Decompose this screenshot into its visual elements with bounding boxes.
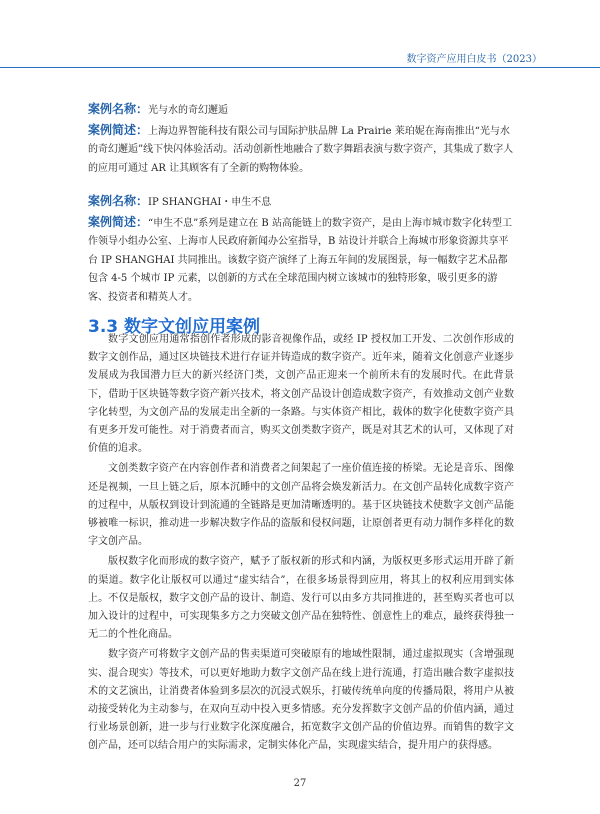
case-desc-line [88, 213, 514, 308]
body-paragraph: 数字资产可将数字文创产品的售卖渠道可突破原有的地域性限制，通过虚拟现实（含增强现实、混合现实）等技术，可以更好地助力数字文创产品在线上进行流通，打造出融合数字虚拟技术的文艺演出，让消费者体验到多层次的沉浸式娱乐，打破传统单向度的传播局限，将用户从被动接受转化为主动参与，在双向互动中投入更多情感。充分发挥数字文创产品的价值内涵，通过行业场景创新，进一步与行业数字化深度融合，拓宽数字文创产品的价值边界。而销售的数字文创产品，还可以结合用户的实际需求，定制实体化产品，实现虚实结合，提升用户的获得感。 [88, 649, 514, 752]
body-paragraph: 版权数字化而形成的数字资产，赋予了版权新的形式和内涵，为版权更多形式运用开辟了新的渠道。数字化让版权可以通过“虚实结合”，在很多场景得到应用，将其上的权利应用到实体上。不仅是版权，数字文创产品的设计、制造、发行可以由多方共同推进的，甚至购买者也可以加入设计的过程中，可实现集多方之力突破文创产品在独特性、创意性上的难点，最终获得独一无二的个性化商品。 [88, 556, 514, 641]
case-desc-label: 案例简述： [88, 214, 149, 229]
case-block-1 [88, 100, 514, 178]
case-name-label: 案例名称： [88, 194, 149, 208]
case-desc-line [88, 121, 514, 179]
body-paragraph: 文创类数字资产在内容创作者和消费者之间架起了一座价值连接的桥梁。无论是音乐、图像还是视频，一旦上链之后，原本沉睡中的文创产品将会焕发新活力。在文创产品转化成数字资产的过程中，从版权到设计到流通的全链路是更加清晰透明的。基于区块链技术使数字文创产品能够被唯一标识，推动进一步解决数字作品的盗版和侵权问题，让原创者更有动力制作多样化的数字文创产品。 [88, 463, 514, 548]
section-body [88, 331, 514, 758]
case-name-line [88, 192, 514, 213]
case-desc-label: 案例简述： [88, 122, 149, 137]
case-name: 光与水的奇幻邂逅 [148, 105, 229, 116]
header-divider [0, 67, 600, 68]
body-paragraph: 数字文创应用通常指创作者形成的影音视像作品，或经 IP 授权加工开发、二次创作形成的数字文创作品，通过区块链技术进行存证并铸造成的数字资产。近年来，随着文化创意产业逐步发展成为我国潜力巨大的新兴经济门类，文创产品正迎来一个前所未有的发展时代。在此背景下，借助于区块链等数字资产新兴技术，将文创产品设计创造成数字资产，有效推动文创产业数字化转型，为文创产品的发展走出全新的一条路。与实体资产相比，载体的数字化使数字资产具有更多开发可能性。对于消费者而言，购买文创类数字资产，既是对其艺术的认可，又体现了对价值的追求。 [88, 334, 514, 455]
case-name: IP SHANGHAI・申生不息 [148, 197, 272, 208]
section-heading: 3.3 数字文创应用案例 [88, 317, 261, 337]
header-title: 数字资产应用白皮书（2023） [406, 54, 542, 65]
case-description: “申生不息”系列是建立在 B 站高能链上的数字资产，是由上海市城市数字化转型工作领导小组办公室、上海市人民政府新闻办公室指导，B 站设计并联合上海城市形象资源共享平台 IP SHANGHAI 共同推出。该数字资产演绎了上海五年间的发展图景，每一幅数字艺术品都包含 4-5 个城市 IP 元素，以创新的方式在全球范围内树立该城市的独特形象，吸引更多的游客、投资者和精英人才。 [88, 217, 512, 303]
case-block-2 [88, 192, 514, 307]
case-name-line [88, 100, 514, 121]
page-number: 27 [293, 778, 307, 789]
case-description: 上海边界智能科技有限公司与国际护肤品牌 La Prairie 莱珀妮在海南推出“光与水的奇幻邂逅”线下快闪体验活动。活动创新性地融合了数字舞蹈表演与数字资产，其集成了数字人的应用可通过 AR 让其顾客有了全新的购物体验。 [88, 125, 514, 174]
case-name-label: 案例名称： [88, 102, 149, 116]
